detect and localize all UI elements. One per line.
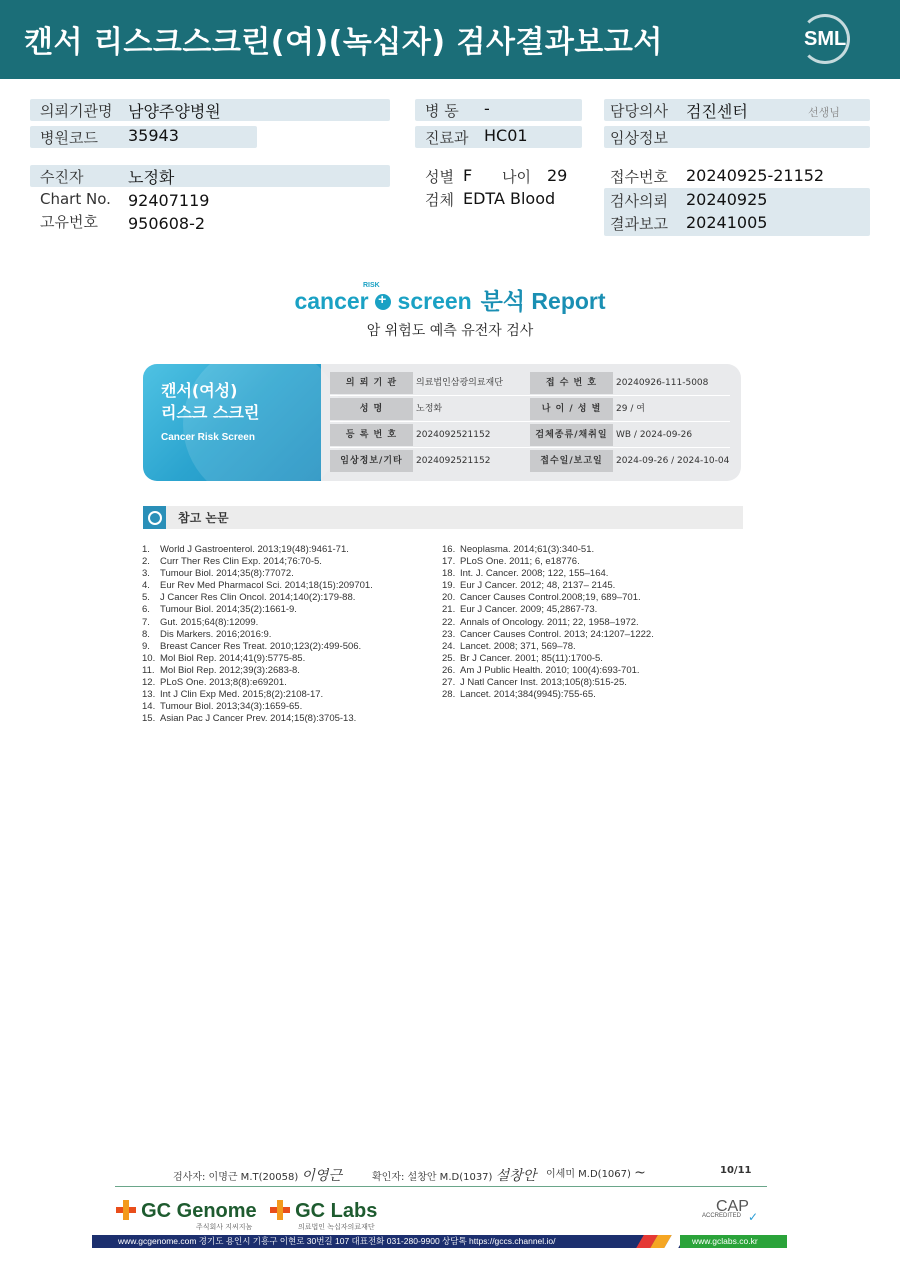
card-label: 나 이 / 성 별 — [530, 398, 613, 420]
reference-item: 7. Gut. 2015;64(8):12099. — [142, 616, 259, 628]
gc-genome-name: GC Genome — [141, 1200, 257, 1222]
institution-value: 남양주양병원 — [128, 102, 221, 121]
references-header — [143, 506, 743, 529]
reference-item: 11. Mol Biol Rep. 2012;39(3):2683-8. — [142, 664, 300, 676]
card-label: 등 록 번 호 — [330, 424, 413, 446]
doctor-suffix: 선생님 — [808, 106, 840, 119]
cancer-screen-brand — [0, 283, 900, 316]
cap-text: CAP — [716, 1198, 749, 1215]
footer-url-gclabs: www.gclabs.co.kr — [692, 1236, 758, 1246]
ward-label: 병 동 — [425, 102, 459, 120]
reference-item: 9. Breast Cancer Res Treat. 2010;123(2):499-506. — [142, 640, 362, 652]
card-value: 노정화 — [416, 404, 443, 414]
card-banner — [143, 364, 321, 481]
confirmer-signature — [372, 1165, 536, 1185]
card-divider — [330, 447, 730, 448]
report-value: 20241005 — [686, 213, 768, 232]
brand-subtitle: 암 위험도 예측 유전자 검사 — [366, 323, 534, 339]
patient-label: 수진자 — [40, 168, 84, 186]
card-title-en: Cancer Risk Screen — [161, 432, 255, 443]
tester-signature — [173, 1165, 342, 1185]
tester-sign-mark: 이영근 — [301, 1168, 342, 1184]
brand-report: 분석 Report — [480, 288, 606, 314]
references-list-left — [142, 544, 373, 725]
card-value: 2024092521152 — [416, 456, 491, 466]
institution-label: 의뢰기관명 — [40, 102, 113, 120]
footer-divider — [115, 1186, 767, 1187]
brand-cancer: cancer — [294, 288, 369, 314]
reference-item: 28. Lancet. 2014;384(9945):755-65. — [442, 689, 596, 701]
footer-bar-text: www.gcgenome.com 경기도 용인시 기흥구 이현로 30번길 107 대표전화 031-280-9900 상담톡 https://gccs.channel.io/ — [118, 1236, 556, 1246]
logo-text: SML — [804, 28, 847, 50]
summary-card — [143, 364, 741, 481]
reference-item: 10. Mol Biol Rep. 2014;41(9):5775-85. — [142, 652, 306, 664]
reference-item: 27. J Natl Cancer Inst. 2013;105(8):515-25. — [442, 677, 627, 689]
reference-item: 20. Cancer Causes Control.2008;19, 689–701. — [442, 592, 641, 604]
card-value: 20240926-111-5008 — [616, 378, 709, 388]
card-divider — [330, 421, 730, 422]
reference-item: 2. Curr Ther Res Clin Exp. 2014;76:70-5. — [142, 556, 322, 568]
card-value: 29 / 여 — [616, 404, 645, 414]
gc-genome-sub: 주식회사 지씨지놈 — [196, 1223, 253, 1231]
reference-item: 12. PLoS One. 2013;8(8):e69201. — [142, 677, 287, 689]
reference-item: 17. PLoS One. 2011; 6, e18776. — [442, 556, 580, 568]
reference-item: 14. Tumour Biol. 2013;34(3):1659-65. — [142, 701, 303, 713]
hospital-code-value: 35943 — [128, 126, 179, 145]
cap-sub: ACCREDITED — [702, 1213, 742, 1219]
second-sign-mark: ~ — [634, 1165, 646, 1181]
specimen-value: EDTA Blood — [463, 189, 556, 208]
card-label: 검체종류/채취일 — [530, 424, 613, 446]
gc-genome-logo — [116, 1200, 257, 1223]
page-number: 10/11 — [720, 1165, 752, 1176]
reference-item: 22. Annals of Oncology. 2011; 22, 1958–1972. — [442, 616, 639, 628]
references-title: 참고 논문 — [178, 511, 229, 525]
card-title-line2: 리스크 스크린 — [161, 403, 260, 422]
card-title-line1: 캔서(여성) — [161, 381, 238, 400]
reference-item: 6. Tumour Biol. 2014;35(2):1661-9. — [142, 604, 297, 616]
chart-value: 92407119 — [128, 191, 210, 210]
check-icon: ✓ — [748, 1210, 759, 1224]
doctor-label: 담당의사 — [610, 102, 668, 120]
specimen-label: 검체 — [425, 191, 454, 209]
sex-label: 성별 — [425, 168, 454, 186]
age-value: 29 — [547, 166, 568, 185]
request-label: 검사의뢰 — [610, 192, 668, 210]
cap-accredited-logo — [700, 1198, 766, 1228]
receipt-label: 접수번호 — [610, 168, 668, 186]
hospital-code-label: 병원코드 — [40, 129, 98, 147]
card-label: 의 뢰 기 관 — [330, 372, 413, 394]
patient-band — [30, 165, 390, 187]
card-value: 2024-09-26 / 2024-10-04 — [616, 456, 730, 466]
age-label: 나이 — [502, 168, 531, 186]
reference-item: 21. Eur J Cancer. 2009; 45,2867-73. — [442, 604, 598, 616]
patient-value: 노정화 — [128, 168, 175, 187]
card-divider — [330, 395, 730, 396]
gc-cross-icon — [270, 1200, 290, 1220]
confirmer-text: 확인자: 설창안 M.D(1037) — [372, 1172, 493, 1183]
sex-value: F — [463, 166, 473, 185]
confirmer-sign-mark: 설창안 — [495, 1168, 537, 1184]
brand-risk: RISK — [363, 282, 380, 289]
reference-item: 16. Neoplasma. 2014;61(3):340-51. — [442, 544, 595, 555]
brand-screen: screen — [397, 288, 472, 314]
reference-item: 3. Tumour Biol. 2014;35(8):77072. — [142, 568, 294, 580]
gc-labs-name: GC Labs — [295, 1200, 378, 1222]
uid-value: 950608-2 — [128, 214, 206, 233]
report-title: 캔서 리스크스크린(여)(녹십자) 검사결과보고서 — [24, 25, 663, 60]
card-value: WB / 2024-09-26 — [616, 430, 693, 440]
tester-text: 검사자: 이명근 M.T(20058) — [173, 1172, 299, 1183]
dept-value: HC01 — [484, 126, 528, 145]
reference-item: 4. Eur Rev Med Pharmacol Sci. 2014;18(15):209701. — [142, 580, 373, 592]
request-value: 20240925 — [686, 190, 768, 209]
reference-item: 5. J Cancer Res Clin Oncol. 2014;140(2):179-88. — [142, 592, 356, 604]
reference-item: 15. Asian Pac J Cancer Prev. 2014;15(8):3705-13. — [142, 713, 357, 725]
receipt-value: 20240925-21152 — [686, 166, 825, 185]
card-label: 접 수 번 호 — [530, 372, 613, 394]
reference-item: 26. Am J Public Health. 2010; 100(4):693-701. — [442, 664, 640, 676]
reference-item: 23. Cancer Causes Control. 2013; 24:1207–1222. — [442, 628, 654, 640]
references-list-right — [442, 544, 654, 701]
second-signature — [546, 1165, 646, 1181]
clinical-label: 임상정보 — [610, 129, 668, 147]
doctor-value: 검진센터 — [686, 102, 748, 121]
card-title — [161, 380, 259, 424]
report-label: 결과보고 — [610, 215, 668, 233]
gc-cross-icon — [116, 1200, 136, 1220]
dept-label: 진료과 — [425, 129, 469, 147]
card-value: 의료법인삼광의료재단 — [416, 378, 503, 388]
brand-plus-icon — [375, 294, 391, 310]
card-label: 성 명 — [330, 398, 413, 420]
report-header — [0, 0, 900, 79]
second-text: 이세미 M.D(1067) — [546, 1169, 631, 1180]
reference-item: 24. Lancet. 2008; 371, 569–78. — [442, 640, 576, 652]
reference-item: 13. Int J Clin Exp Med. 2015;8(2):2108-17. — [142, 689, 324, 701]
footer-bar — [92, 1235, 787, 1248]
reference-item: 1. World J Gastroenterol. 2013;19(48):9461-71. — [142, 544, 349, 555]
reference-item: 18. Int. J. Cancer. 2008; 122, 155–164. — [442, 568, 609, 580]
card-value: 2024092521152 — [416, 430, 491, 440]
reference-item: 8. Dis Markers. 2016;2016:9. — [142, 628, 272, 640]
gc-labs-sub: 의료법인 녹십자의료재단 — [298, 1223, 375, 1231]
gc-labs-logo — [270, 1200, 377, 1223]
reference-item: 25. Br J Cancer. 2001; 85(11):1700-5. — [442, 652, 603, 664]
chart-label: Chart No. — [40, 190, 111, 208]
reference-item: 19. Eur J Cancer. 2012; 48, 2137– 2145. — [442, 580, 616, 592]
ward-value: - — [484, 99, 490, 118]
uid-label: 고유번호 — [40, 213, 98, 231]
card-label: 임상정보/기타 — [330, 450, 413, 472]
sml-logo — [796, 12, 856, 66]
card-label: 접수일/보고일 — [530, 450, 613, 472]
globe-icon — [143, 506, 166, 529]
